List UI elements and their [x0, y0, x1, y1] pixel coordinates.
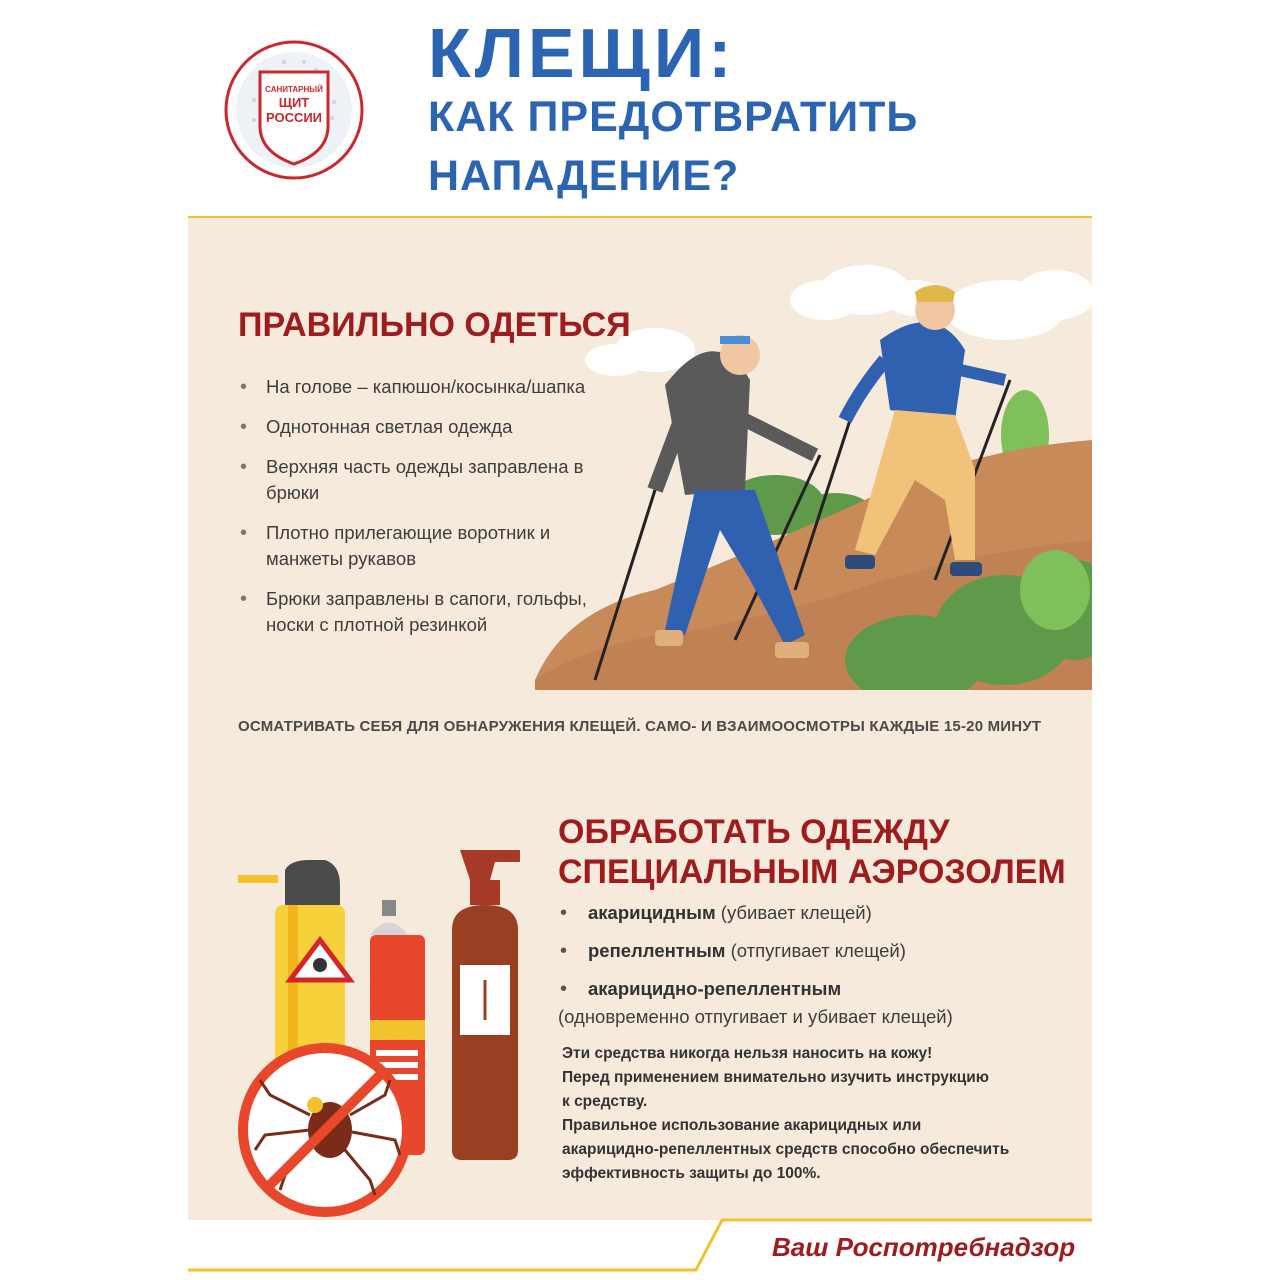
logo-text-2: ЩИТ — [278, 95, 310, 110]
item-bold: акарицидным — [588, 902, 716, 923]
warning-line: Перед применением внимательно изучить инструкцию — [562, 1069, 989, 1086]
item-bold: акарицидно-репеллентным — [588, 978, 842, 999]
item-rest: (убивает клещей) — [715, 902, 872, 923]
list-item: • На голове – капюшон/косынка/шапка — [238, 374, 598, 400]
logo-text-3: РОССИИ — [265, 110, 323, 125]
list-item: • Верхняя часть одежды заправлена в брюки — [238, 454, 598, 506]
title-line-1: КЛЕЩИ: — [428, 14, 736, 92]
warning-line: акарицидно-репеллентных средств способно обеспечить — [562, 1141, 1010, 1158]
heading-line-1: ОБРАБОТАТЬ ОДЕЖДУ — [558, 813, 950, 851]
title-line-3: НАПАДЕНИЕ? — [428, 152, 740, 200]
list-item: • Однотонная светлая одежда — [238, 414, 598, 440]
warning-line: Эти средства никогда нельзя наносить на кожу! — [562, 1045, 933, 1062]
list-item: • Брюки заправлены в сапоги, гольфы, носки с плотной резинкой — [238, 586, 598, 638]
title-line-2: КАК ПРЕДОТВРАТИТЬ — [428, 93, 919, 141]
warning-line: Правильное использование акарицидных или — [562, 1117, 922, 1134]
warning-line: к средству. — [562, 1093, 648, 1110]
item-rest: (отпугивает клещей) — [725, 940, 906, 961]
warning-line: эффективность защиты до 100%. — [562, 1165, 821, 1182]
item-note: (одновременно отпугивает и убивает клещей) — [558, 1006, 953, 1027]
heading-line-2: СПЕЦИАЛЬНЫМ АЭРОЗОЛЕМ — [558, 853, 1066, 891]
inspection-note: ОСМАТРИВАТЬ СЕБЯ ДЛЯ ОБНАРУЖЕНИЯ КЛЕЩЕЙ. САМО- И ВЗАИМООСМОТРЫ КАЖДЫЕ 15-20 МИНУТ — [238, 718, 1042, 735]
logo-text-1: САНИТАРНЫЙ — [265, 85, 323, 94]
footer-signature: Ваш Роспотребнадзор — [772, 1232, 1076, 1262]
section-heading-dress: ПРАВИЛЬНО ОДЕТЬСЯ — [238, 306, 631, 344]
list-item: • Плотно прилегающие воротник и манжеты рукавов — [238, 520, 598, 572]
item-bold: репеллентным — [588, 940, 726, 961]
